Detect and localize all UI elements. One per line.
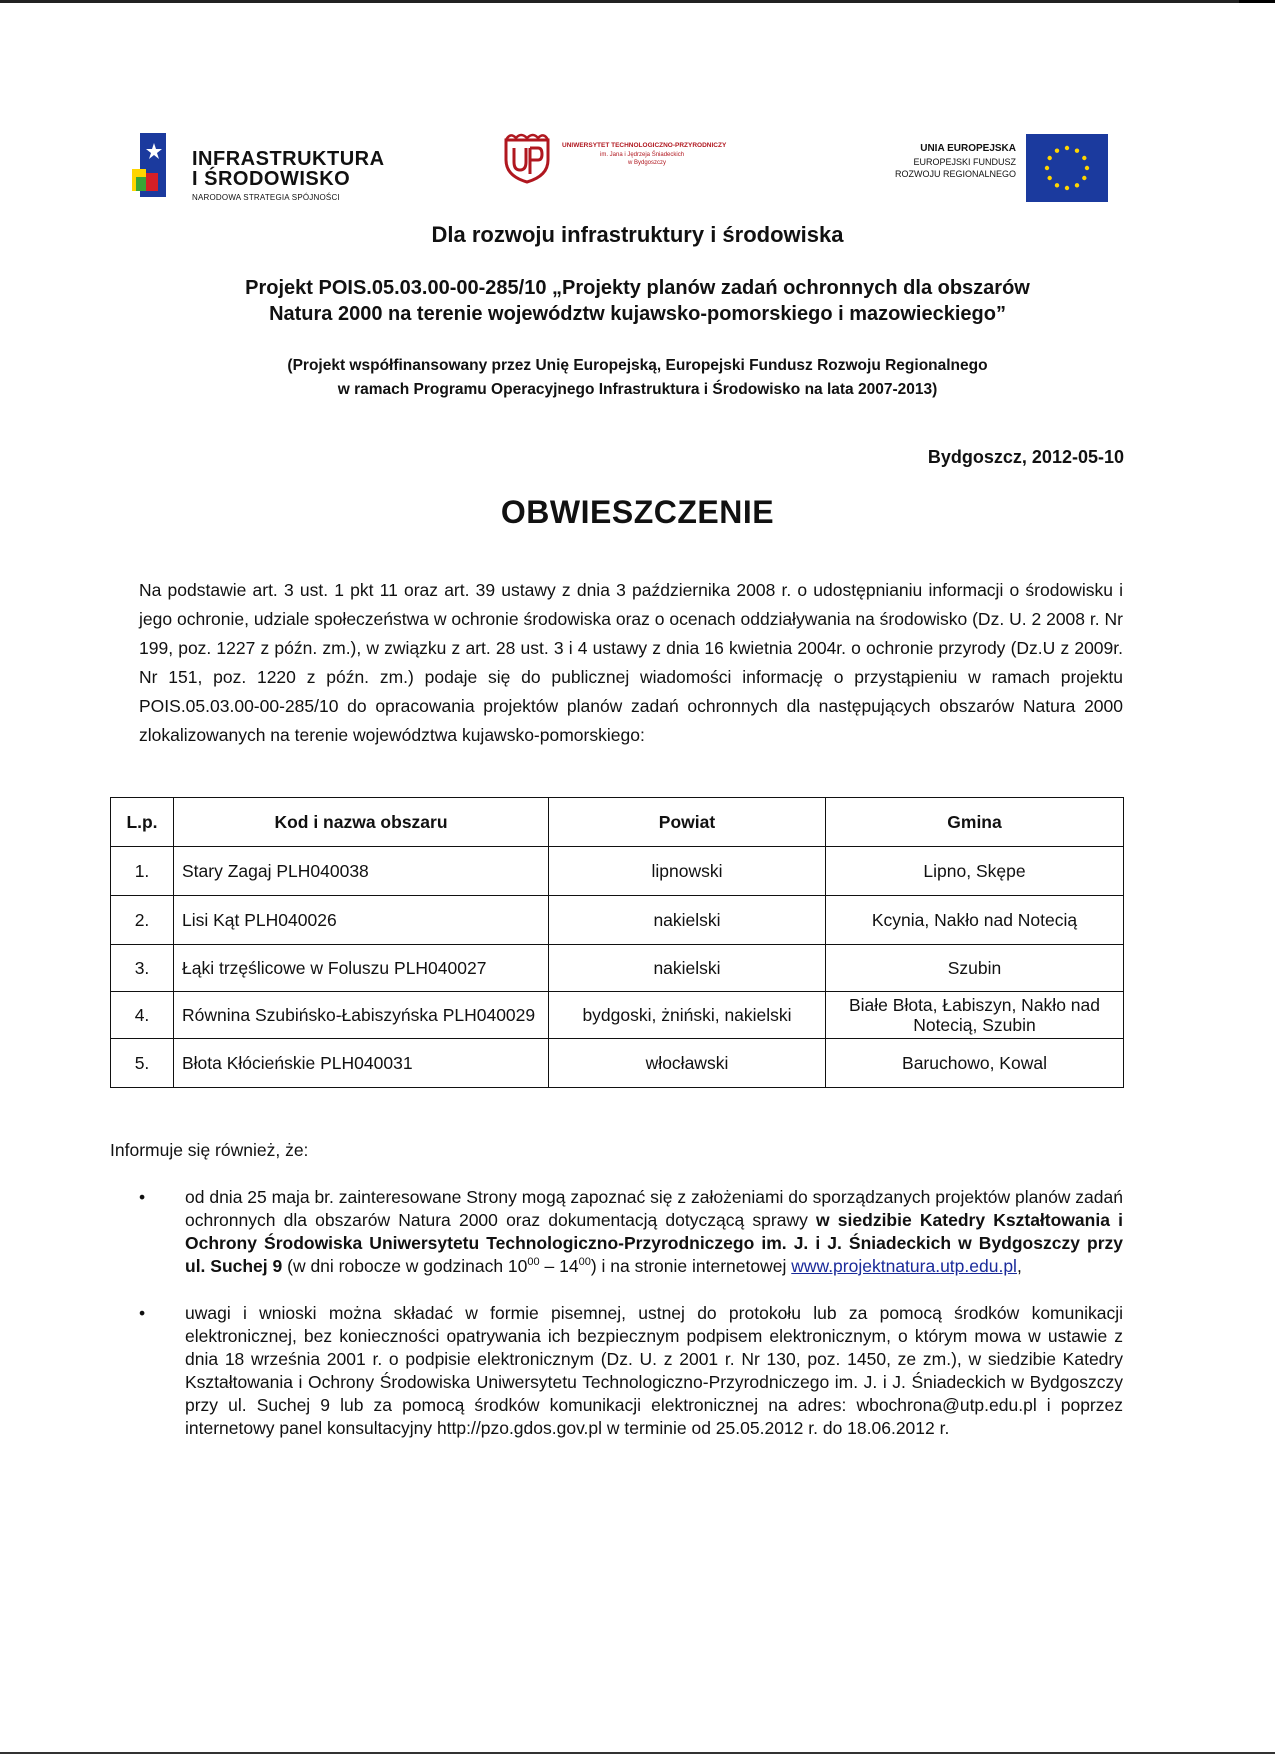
eu-star-icon bbox=[1065, 146, 1069, 150]
cell-name: Lisi Kąt PLH040026 bbox=[174, 896, 549, 945]
bullet1-hours: (w dni robocze w godzinach 10 bbox=[287, 1256, 528, 1276]
eu-star-icon bbox=[1055, 148, 1059, 152]
utp-logo bbox=[500, 130, 770, 190]
eu-logo-line3: ROZWOJU REGIONALNEGO bbox=[894, 169, 1016, 179]
infra-logo-line1: INFRASTRUKTURA bbox=[192, 148, 385, 170]
cofinance-line2: w ramach Programu Operacyjnego Infrastruktura i Środowisko na lata 2007-2013) bbox=[337, 381, 938, 398]
cell-powiat: nakielski bbox=[549, 896, 826, 945]
eu-star-icon bbox=[1075, 148, 1079, 152]
eu-flag-icon bbox=[1026, 134, 1108, 202]
table-header-row bbox=[111, 798, 1124, 847]
bullet1-end: , bbox=[1016, 1256, 1022, 1276]
bullet2-text: uwagi i wnioski można składać w formie pisemnej, ustnej do protokołu lub za pomocą środków komunikacji elektronicznej, bez konieczności opatrywania ich bezpiecznym podpisem elektronicznym, o którym mowa w ustawie z dnia 18 września 2001 r. o podpisie elektronicznym (Dz. U. z 2001 r. Nr 130, poz. 1450, ze zm.), w siedzibie Katedry Kształtowania i Ochrony Środowiska Uniwersytetu Technologiczno-Przyrodniczego im. J. i J. Śniadeckich w Bydgoszczy przy ul. Suchej 9 lub za pomocą środków komunikacji elektronicznej na adres: wbochrona@utp.edu.pl i poprzez internetowy panel konsultacyjny http://pzo.gdos.gov.pl w terminie od 25.05.2012 r. do 18.06.2012 r. bbox=[185, 1303, 1123, 1438]
place-date: Bydgoszcz, 2012-05-10 bbox=[927, 447, 1124, 467]
eu-logo-line1: UNIA EUROPEJSKA bbox=[920, 143, 1016, 154]
scan-edge-top bbox=[0, 0, 1275, 3]
eu-star-icon bbox=[1082, 176, 1086, 180]
poig-flag-star-icon bbox=[132, 133, 172, 203]
eu-logo bbox=[868, 134, 1108, 202]
eu-star-icon bbox=[1045, 166, 1049, 170]
header-powiat: Powiat bbox=[549, 798, 826, 847]
cell-gmina: Białe Błota, Łabiszyn, Nakło nad Notecią, Szubin bbox=[826, 992, 1124, 1039]
cell-name: Równina Szubińsko-Łabiszyńska PLH040029 bbox=[174, 992, 549, 1039]
cell-lp: 5. bbox=[111, 1039, 174, 1088]
bullet1-website-text: ) i na stronie internetowej bbox=[590, 1256, 787, 1276]
informuje-heading: Informuje się również, że: bbox=[110, 1140, 309, 1160]
hours-sup-start: 00 bbox=[527, 1256, 540, 1269]
document-title: OBWIESZCZENIE bbox=[500, 494, 775, 530]
infra-logo-line2: I ŚRODOWISKO bbox=[192, 168, 351, 190]
table-row bbox=[111, 1039, 1124, 1088]
utp-logo-line2: im. Jana i Jędrzeja Śniadeckich bbox=[600, 152, 685, 158]
eu-star-icon bbox=[1047, 156, 1051, 160]
bullet-dot: • bbox=[139, 1303, 146, 1323]
cell-gmina: Kcynia, Nakło nad Notecią bbox=[826, 896, 1124, 945]
table-row bbox=[111, 992, 1124, 1039]
table-row bbox=[111, 945, 1124, 992]
cell-gmina: Lipno, Skępe bbox=[826, 847, 1124, 896]
utp-logo-line1: UNIWERSYTET TECHNOLOGICZNO-PRZYRODNICZY bbox=[562, 142, 727, 149]
project-website-link[interactable]: www.projektnatura.utp.edu.pl bbox=[791, 1256, 1017, 1276]
hours-sup-end: 00 bbox=[578, 1256, 591, 1269]
project-title-line2: Natura 2000 na terenie województw kujawsko-pomorskiego i mazowieckiego” bbox=[269, 303, 1006, 325]
eu-logo-line2: EUROPEJSKI FUNDUSZ bbox=[913, 157, 1016, 167]
eu-star-icon bbox=[1075, 183, 1079, 187]
cell-lp: 3. bbox=[111, 945, 174, 992]
table-row bbox=[111, 896, 1124, 945]
infra-logo-line3: NARODOWA STRATEGIA SPÓJNOŚCI bbox=[192, 193, 340, 202]
eu-star-icon bbox=[1047, 176, 1051, 180]
table-row bbox=[111, 847, 1124, 896]
intro-paragraph: Na podstawie art. 3 ust. 1 pkt 11 oraz art. 39 ustawy z dnia 3 października 2008 r. o udostępnianiu informacji o środowisku i jego ochronie, udziale społeczeństwa w ochronie środowiska oraz o ocenach oddziaływania na środowisko (Dz. U. 2 2008 r. Nr 199, poz. 1227 z późn. zm.), w związku z art. 28 ust. 3 i 4 ustawy z dnia 16 kwietnia 2004r. o ochronie przyrody (Dz.U z 2009r. Nr 151, poz. 1220 z późn. zm.) podaje się do publicznej wiadomości informację o przystąpieniu w ramach projektu POIS.05.03.00-00-285/10 do opracowania projektów planów zadań ochronnych dla następujących obszarów Natura 2000 zlokalizowanych na terenie województwa kujawsko-pomorskiego: bbox=[139, 580, 1123, 745]
cofinance-line1: (Projekt współfinansowany przez Unię Europejską, Europejski Fundusz Rozwoju Regionalnego bbox=[287, 357, 988, 374]
header-name: Kod i nazwa obszaru bbox=[174, 798, 549, 847]
eu-star-icon bbox=[1085, 166, 1089, 170]
infrastruktura-logo bbox=[132, 133, 392, 203]
hours-dash: – 14 bbox=[539, 1256, 579, 1276]
eu-star-icon bbox=[1055, 183, 1059, 187]
cell-name: Błota Kłócieńskie PLH040031 bbox=[174, 1039, 549, 1088]
notice-bullets bbox=[139, 1186, 1123, 1440]
cell-lp: 4. bbox=[111, 992, 174, 1039]
project-title-line1: Projekt POIS.05.03.00-00-285/10 „Projekty planów zadań ochronnych dla obszarów bbox=[245, 277, 1030, 299]
eu-star-icon bbox=[1082, 156, 1086, 160]
bullet1-text: od dnia 25 maja br. zainteresowane Strony mogą zapoznać się z założeniami do sporządzanych projektów planów zadań ochronnych dla obszarów Natura 2000 oraz dokumentacją dotyczącą sprawy bbox=[185, 1187, 1123, 1230]
eu-star-icon bbox=[1065, 186, 1069, 190]
cell-powiat: lipnowski bbox=[549, 847, 826, 896]
cell-gmina: Baruchowo, Kowal bbox=[826, 1039, 1124, 1088]
bullet-dot: • bbox=[139, 1187, 146, 1207]
cell-lp: 2. bbox=[111, 896, 174, 945]
header-lp: L.p. bbox=[111, 798, 174, 847]
bullet-comments-submission bbox=[139, 1302, 1123, 1440]
cell-lp: 1. bbox=[111, 847, 174, 896]
eu-flag-background bbox=[1026, 134, 1108, 202]
cell-powiat: włocławski bbox=[549, 1039, 826, 1088]
cell-powiat: bydgoski, żniński, nakielski bbox=[549, 992, 826, 1039]
scan-edge-mark bbox=[1239, 0, 1275, 3]
header-gmina: Gmina bbox=[826, 798, 1124, 847]
cell-name: Łąki trzęślicowe w Foluszu PLH040027 bbox=[174, 945, 549, 992]
utp-logo-line3: w Bydgoszczy bbox=[628, 160, 667, 166]
cell-powiat: nakielski bbox=[549, 945, 826, 992]
bullet1-address: w siedzibie Katedry Kształtowania i Ochrony Środowiska Uniwersytetu Technologiczno-Przyrodniczego im. J. i J. Śniadeckich w Bydgoszczy przy ul. Suchej 9 bbox=[185, 1210, 1123, 1276]
natura-areas-table bbox=[110, 797, 1124, 1088]
cell-name: Stary Zagaj PLH040038 bbox=[174, 847, 549, 896]
utp-emblem-icon bbox=[500, 130, 554, 184]
bullet-consultation-place bbox=[139, 1186, 1123, 1278]
cell-gmina: Szubin bbox=[826, 945, 1124, 992]
motto: Dla rozwoju infrastruktury i środowiska bbox=[431, 222, 844, 247]
